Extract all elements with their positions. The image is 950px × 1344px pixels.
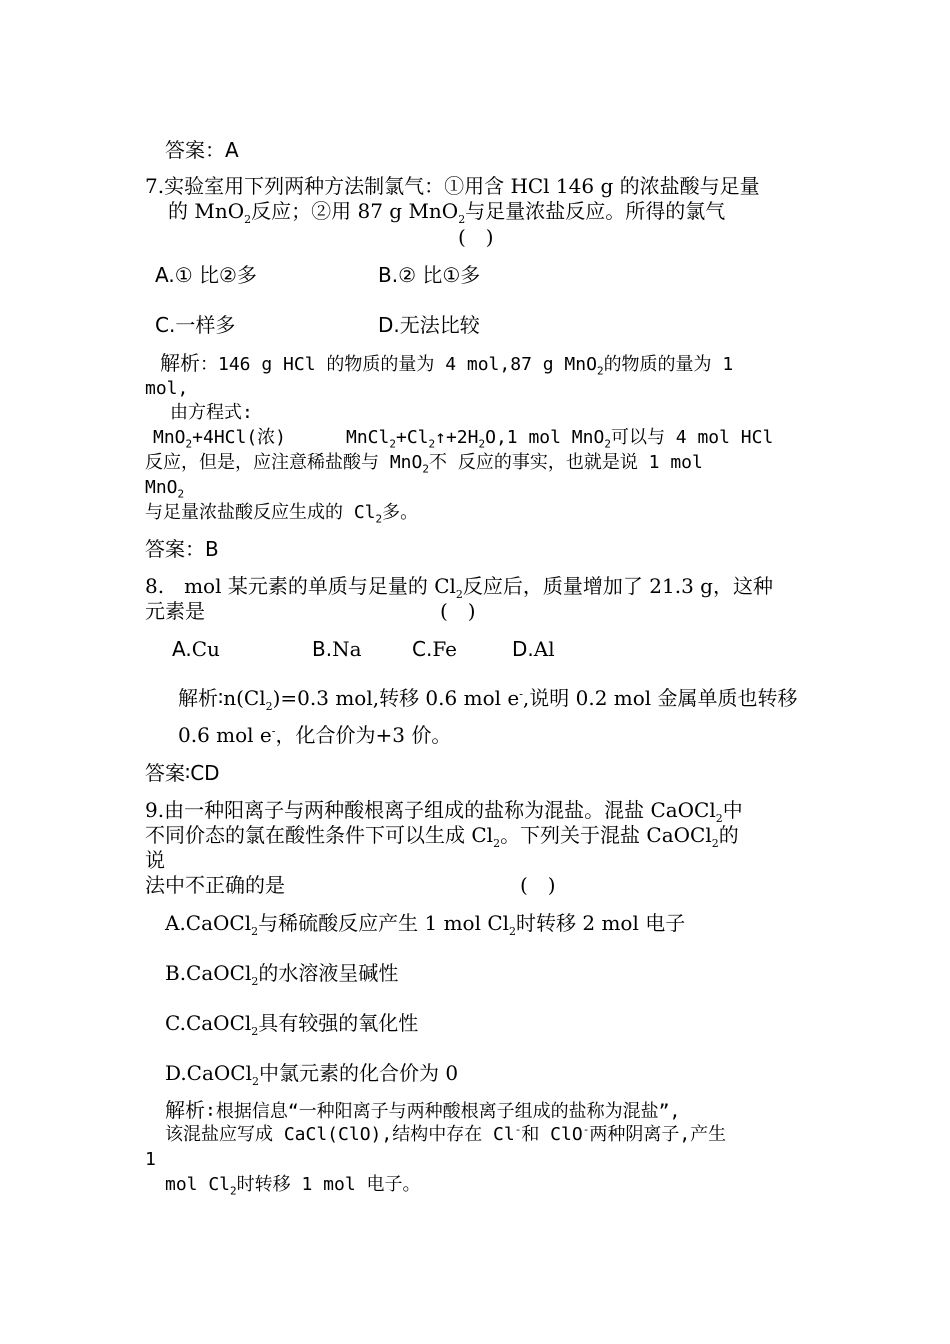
q9-stem-line-3: 说 [145,848,165,872]
q8-option-c: C.Fe [412,637,457,661]
q9-explanation-line-3: 1 [145,1149,156,1170]
q8-stem-line-2: 元素是 [145,599,205,623]
q7-explanation-line-7: 与足量浓盐酸反应生成的 $Cl_2$多。 [145,502,419,526]
q8-explanation-label: 解析 [178,686,218,710]
q9-explanation-label: 解析 [165,1098,205,1122]
q9-stem-line-4: 法中不正确的是 [145,873,285,897]
q7-explanation-line-3: 由方程式: [170,402,253,423]
q9-stem-line-1: 9.由一种阳离子与两种酸根离子组成的盐称为混盐。混盐 CaOCl$_2$中 [145,798,743,825]
q7-option-b: B.② 比①多 [378,263,481,287]
q8-answer: 答案∶CD [145,761,220,785]
q9-answer-paren: ( ) [520,873,556,897]
q7-explanation-line-1: 解析：146 g HCl 的物质的量为 4 mol,87 g MnO$_2$的物质的量为 1 [160,351,734,378]
q7-option-d: D.无法比较 [378,313,480,337]
q9-explanation-line-4: mol $Cl_2$时转移 1 mol 电子。 [165,1174,421,1198]
q7-stem-line-1: 7.实验室用下列两种方法制氯气：①用含 HCl 146 g 的浓盐酸与足量 [145,174,760,198]
q9-option-b: B.CaOCl$_2$的水溶液呈碱性 [165,961,399,988]
q7-answer-paren: ( ) [458,225,494,249]
q9-option-c: C.CaOCl$_2$具有较强的氧化性 [165,1011,419,1038]
q9-explanation-line-2: 该混盐应写成 CaCl(ClO),结构中存在 Cl-和 ClO-两种阴离子,产生 [165,1123,727,1145]
q8-explanation-line-2: 0.6 mol e-，化合价为+3 价。 [178,723,452,747]
q7-option-a: A.① 比②多 [155,263,257,287]
q7-answer: 答案：B [145,537,219,561]
q8-option-b: B.Na [312,637,362,661]
q7-explanation-label: 解析 [160,351,200,375]
q9-option-a: A.CaOCl$_2$与稀硫酸反应产生 1 mol $Cl_2$时转移 2 mol 电子 [165,911,686,938]
q6-answer: 答案：A [165,138,239,162]
q8-option-d: D.Al [512,637,555,661]
q9-explanation-line-1: 解析∶根据信息“一种阳离子与两种酸根离子组成的盐称为混盐”, [165,1098,681,1122]
q8-answer-paren: ( ) [440,599,476,623]
q7-option-c: C.一样多 [155,313,236,337]
q9-stem-line-2: 不同价态的氯在酸性条件下可以生成 $Cl_2$。下列关于混盐 CaOCl$_2$的 [145,823,739,850]
q8-stem-line-1: 8. mol 某元素的单质与足量的 $Cl_2$反应后，质量增加了 21.3 g，这种 [145,574,773,601]
q9-option-d: D.CaOCl$_2$中氯元素的化合价为 0 [165,1061,459,1088]
q8-option-a: A.Cu [172,637,220,661]
q8-explanation-line-1: 解析$∶n(Cl_2)=0.3$ mol,转移 0.6 mol e-,说明 0.2 mol 金属单质也转移 [178,686,798,713]
q7-stem-line-2: 的 MnO$_2$反应；②用 87 g MnO$_2$与足量浓盐反应。所得的氯气 [168,199,726,226]
q7-equation-line: MnO$_2$+4HCl(浓) $MnCl_2+Cl_2↑+2H_2O,1$ mol MnO$_2$可以与 4 mol HCl [153,427,774,451]
q7-explanation-line-6: MnO$_2$ [145,477,185,501]
q7-explanation-line-2: mol, [145,378,189,399]
q7-explanation-line-5: 反应，但是，应注意稀盐酸与 MnO$_2$不 反应的事实，也就是说 1 mol [145,452,703,476]
